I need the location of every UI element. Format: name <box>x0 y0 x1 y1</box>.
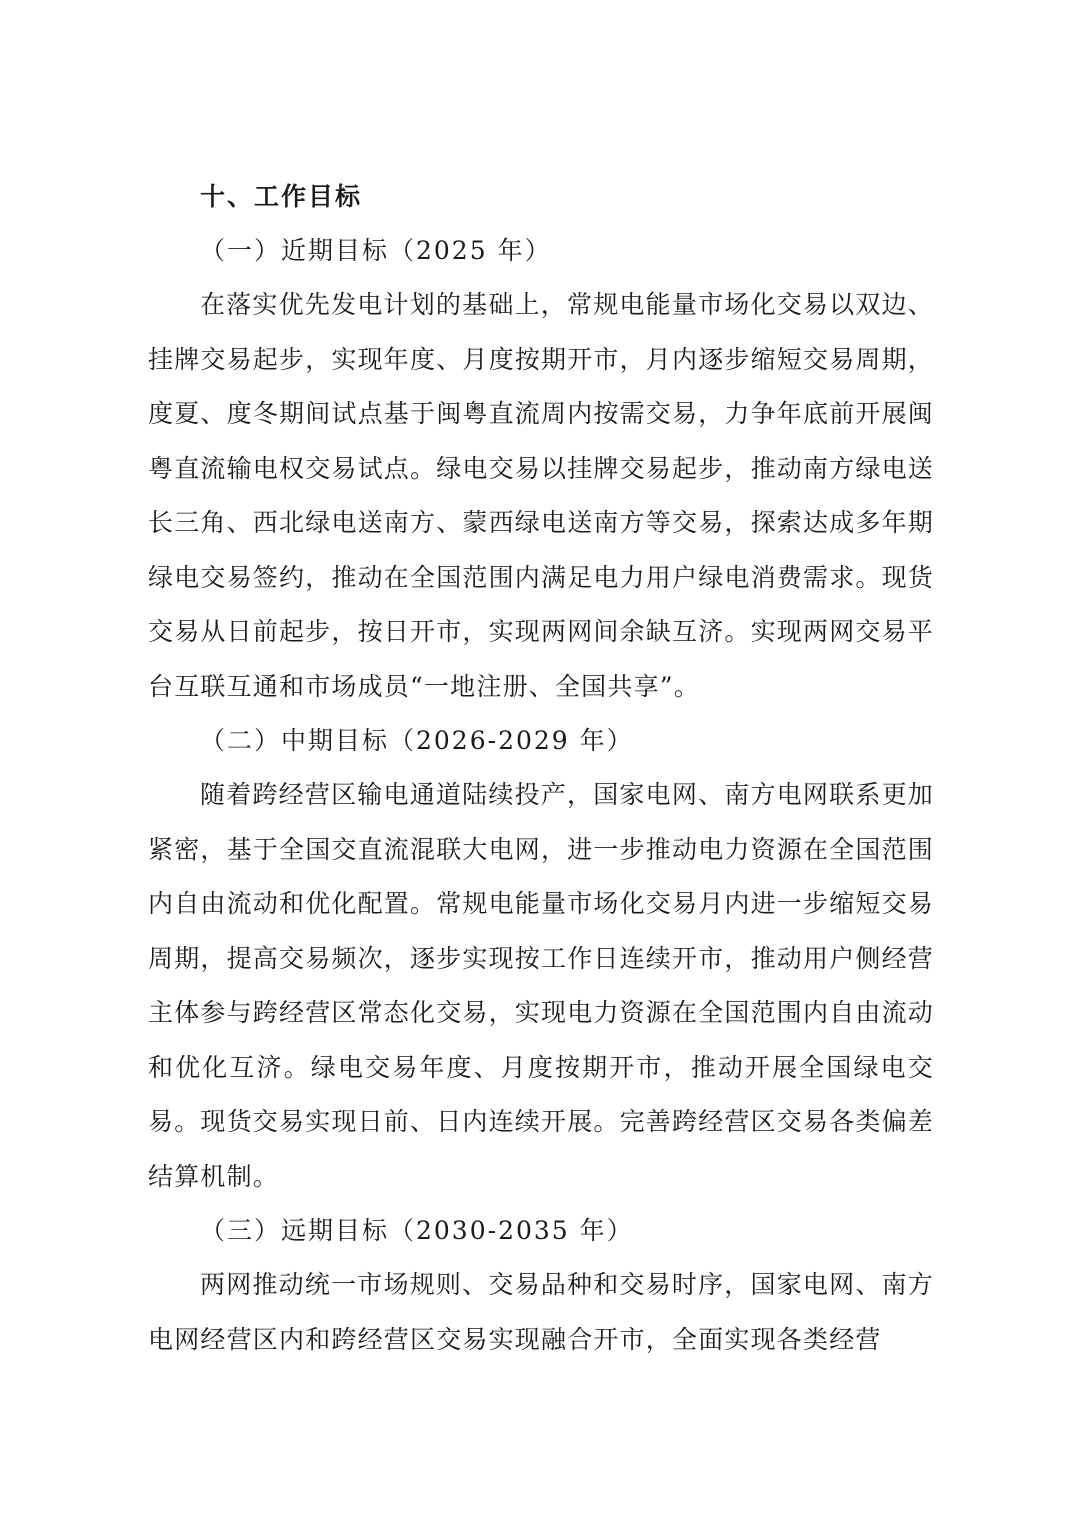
near-term-paragraph: 在落实优先发电计划的基础上，常规电能量市场化交易以双边、挂牌交易起步，实现年度、月度按期开市，月内逐步缩短交易周期，度夏、度冬期间试点基于闽粤直流周内按需交易，力争年底前开展闽粤直流输电权交易试点。绿电交易以挂牌交易起步，推动南方绿电送长三角、西北绿电送南方、蒙西绿电送南方等交易，探索达成多年期绿电交易签约，推动在全国范围内满足电力用户绿电消费需求。现货交易从日前起步，按日开市，实现两网间余缺互济。实现两网交易平台互联互通和市场成员“一地注册、全国共享”。 <box>148 290 935 701</box>
long-term-heading: （三）远期目标（2030-2035 年） <box>200 1216 634 1245</box>
near-term-heading: （一）近期目标（2025 年） <box>200 236 552 265</box>
section-title: 十、工作目标 <box>200 182 363 211</box>
mid-term-heading: （二）中期目标（2026-2029 年） <box>200 726 634 755</box>
long-term-paragraph: 两网推动统一市场规则、交易品种和交易时序，国家电网、南方电网经营区内和跨经营区交易实现融合开市，全面实现各类经营 <box>148 1270 934 1354</box>
mid-term-paragraph: 随着跨经营区输电通道陆续投产，国家电网、南方电网联系更加紧密，基于全国交直流混联大电网，进一步推动电力资源在全国范围内自由流动和优化配置。常规电能量市场化交易月内进一步缩短交易周期，提高交易频次，逐步实现按工作日连续开市，推动用户侧经营主体参与跨经营区常态化交易，实现电力资源在全国范围内自由流动和优化互济。绿电交易年度、月度按期开市，推动开展全国绿电交易。现货交易实现日前、日内连续开展。完善跨经营区交易各类偏差结算机制。 <box>148 780 935 1191</box>
document-page <box>148 170 934 1367</box>
